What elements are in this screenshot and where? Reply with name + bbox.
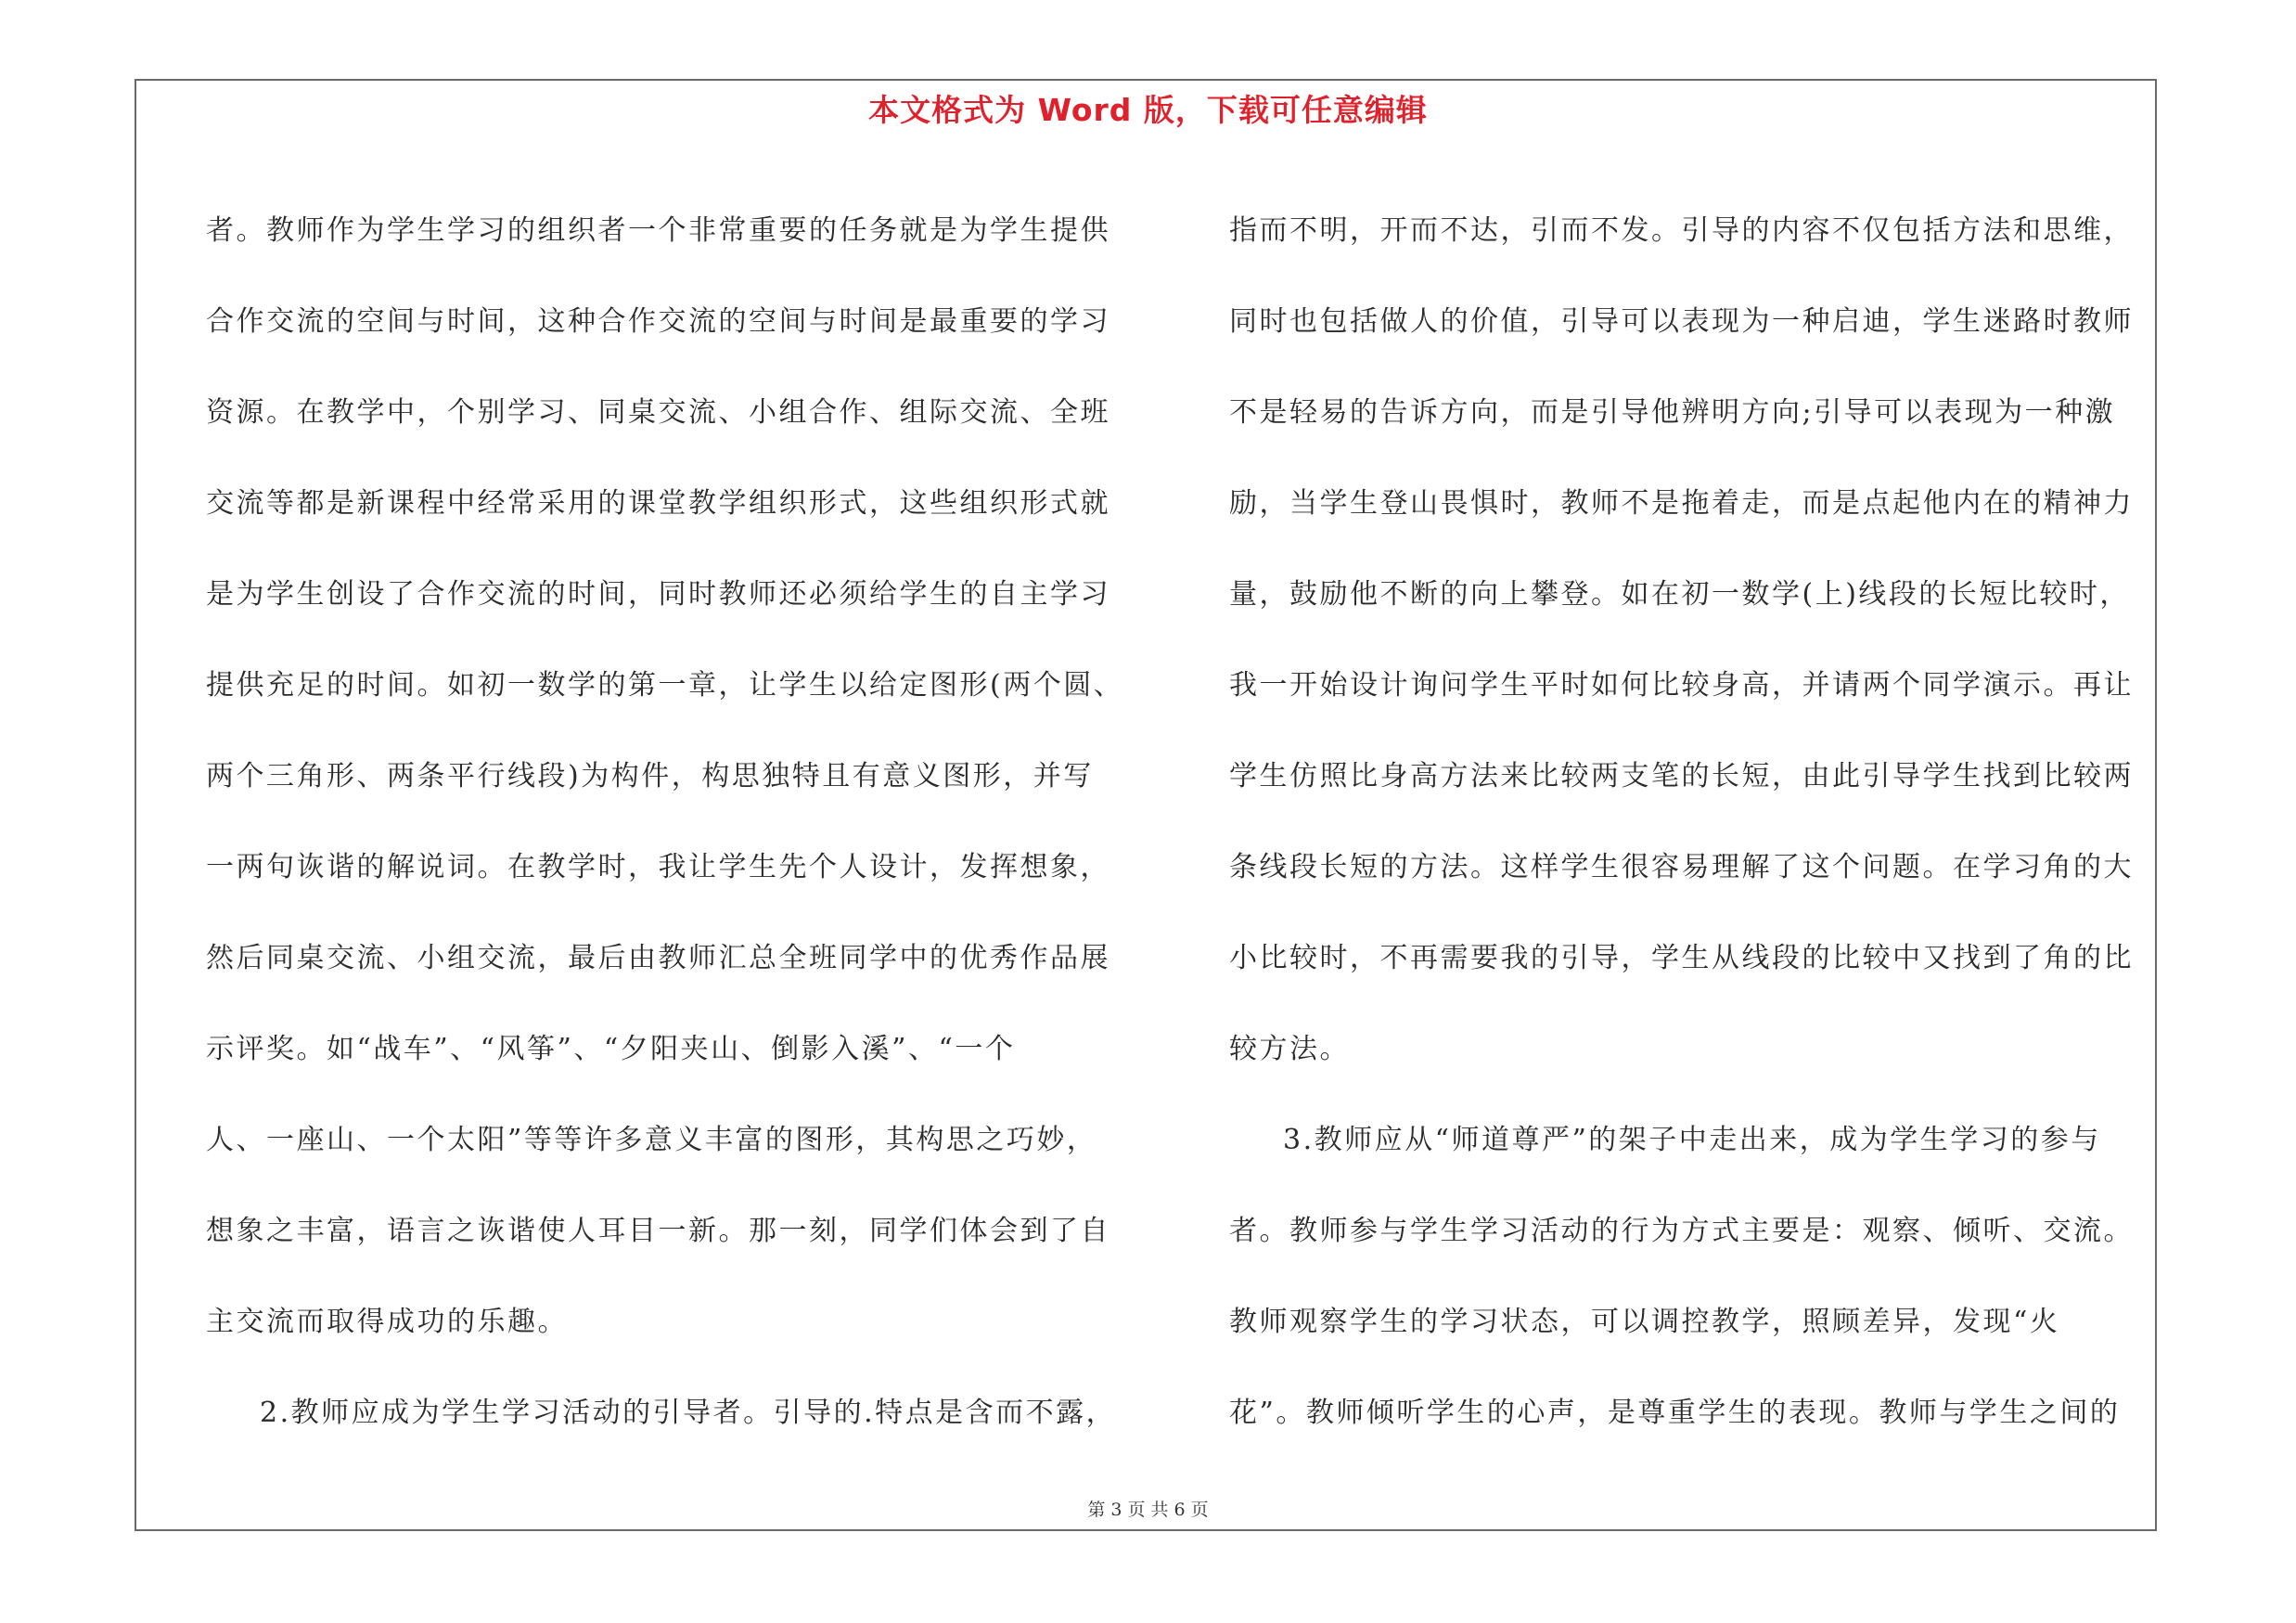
page-number-footer: 第 3 页 共 6 页 [1087,1500,1209,1520]
paragraph-line: 不是轻易的告诉方向，而是引导他辨明方向;引导可以表现为一种激 [1229,396,2116,429]
paragraph-line: 量，鼓励他不断的向上攀登。如在初一数学(上)线段的长短比较时， [1229,578,2130,611]
paragraph-line: 然后同桌交流、小组交流，最后由教师汇总全班同学中的优秀作品展 [206,942,1110,974]
paragraph-line: 者。教师作为学生学习的组织者一个非常重要的任务就是为学生提供 [206,214,1110,247]
paragraph-line: 人、一座山、一个太阳”等等许多意义丰富的图形，其构思之巧妙， [206,1124,1097,1156]
paragraph-line-indented: 3.教师应从“师道尊严”的架子中走出来，成为学生学习的参与 [1283,1124,2101,1156]
paragraph-line: 资源。在教学中，个别学习、同桌交流、小组合作、组际交流、全班 [206,396,1110,429]
paragraph-line: 示评奖。如“战车”、“风筝”、“夕阳夹山、倒影入溪”、“一个 [206,1033,1016,1065]
paragraph-line: 条线段长短的方法。这样学生很容易理解了这个问题。在学习角的大 [1229,851,2134,883]
paragraph-line: 者。教师参与学生学习活动的行为方式主要是：观察、倾听、交流。 [1229,1215,2134,1247]
paragraph-line: 同时也包括做人的价值，引导可以表现为一种启迪，学生迷路时教师 [1229,305,2134,338]
left-text-column [206,186,1138,1459]
document-header-title: 本文格式为 Word 版，下载可任意编辑 [868,92,1428,128]
paragraph-line: 指而不明，开而不达，引而不发。引导的内容不仅包括方法和思维， [1229,214,2134,247]
paragraph-line: 合作交流的空间与时间，这种合作交流的空间与时间是最重要的学习 [206,305,1110,338]
paragraph-line: 主交流而取得成功的乐趣。 [206,1306,568,1338]
paragraph-line: 两个三角形、两条平行线段)为构件，构思独特且有意义图形，并写 [206,760,1094,792]
paragraph-line: 交流等都是新课程中经常采用的课堂教学组织形式，这些组织形式就 [206,487,1110,520]
paragraph-line: 是为学生创设了合作交流的时间，同时教师还必须给学生的自主学习 [206,578,1110,611]
paragraph-line: 学生仿照比身高方法来比较两支笔的长短，由此引导学生找到比较两 [1229,760,2134,792]
paragraph-line-indented: 2.教师应成为学生学习活动的引导者。引导的.特点是含而不露， [260,1397,1117,1429]
right-text-column [1229,186,2157,1459]
paragraph-line: 教师观察学生的学习状态，可以调控教学，照顾差异，发现“火 [1229,1306,2060,1338]
paragraph-line: 我一开始设计询问学生平时如何比较身高，并请两个同学演示。再让 [1229,669,2134,702]
paragraph-line: 想象之丰富，语言之诙谐使人耳目一新。那一刻，同学们体会到了自 [206,1215,1110,1247]
paragraph-line: 提供充足的时间。如初一数学的第一章，让学生以给定图形(两个圆、 [206,669,1124,702]
paragraph-line: 花”。教师倾听学生的心声，是尊重学生的表现。教师与学生之间的 [1229,1397,2121,1429]
paragraph-line: 较方法。 [1229,1033,1350,1065]
paragraph-line: 励，当学生登山畏惧时，教师不是拖着走，而是点起他内在的精神力 [1229,487,2134,520]
paragraph-line: 小比较时，不再需要我的引导，学生从线段的比较中又找到了角的比 [1229,942,2134,974]
paragraph-line: 一两句诙谐的解说词。在教学时，我让学生先个人设计，发挥想象， [206,851,1110,883]
